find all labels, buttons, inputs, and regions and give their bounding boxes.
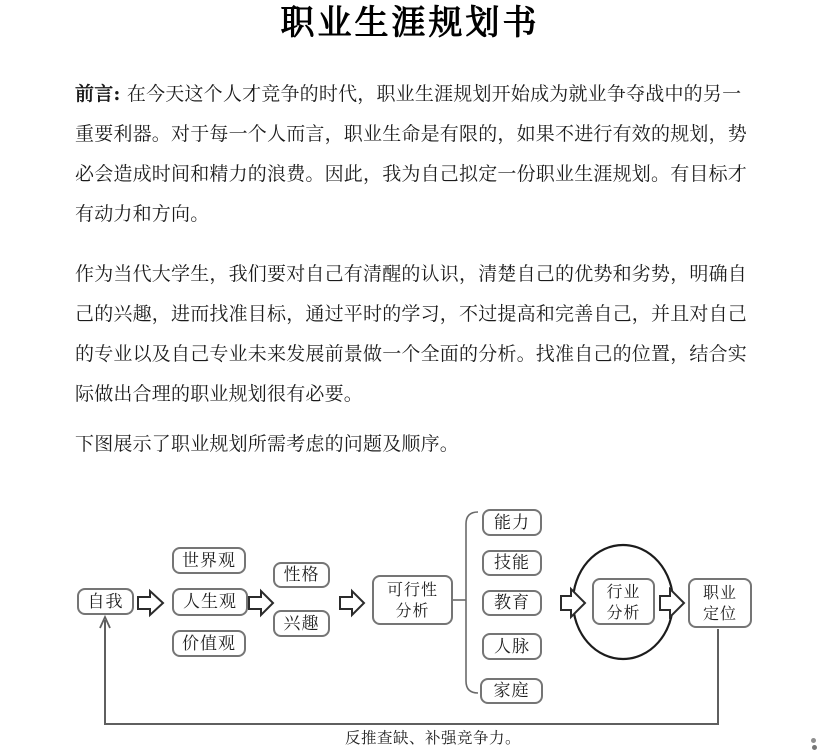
node-career-line1: 职业 — [702, 583, 737, 602]
node-feasibility-line2: 分析 — [395, 601, 430, 620]
feedback-label: 反推查缺、补强竞争力。 — [344, 729, 521, 747]
page-title: 职业生涯规划书 — [280, 3, 540, 43]
block-arrow-icon — [340, 591, 364, 615]
node-industry-line1: 行业 — [606, 581, 641, 601]
node-feasibility-line1: 可行性 — [386, 580, 438, 599]
text-line: 际做出合理的职业规划很有必要。 — [75, 383, 364, 405]
text-line: 的专业以及自己专业未来发展前景做一个全面的分析。找准自己的位置，结合实 — [75, 343, 748, 365]
intro-line-1: 在今天这个人才竞争的时代，职业生涯规划开始成为就业争夺战中的另一 — [126, 83, 742, 105]
node-industry-analysis — [592, 578, 655, 625]
node-personality: 性格 — [273, 562, 330, 588]
paragraph-body — [75, 254, 749, 414]
node-ability: 能力 — [482, 509, 542, 536]
node-values: 价值观 — [172, 630, 246, 657]
block-arrow-icon — [138, 591, 163, 615]
career-planning-flowchart — [0, 496, 820, 756]
node-career-positioning — [688, 578, 752, 628]
node-career-line2: 定位 — [702, 604, 737, 623]
node-family: 家庭 — [480, 678, 543, 704]
edge-artifact — [811, 738, 816, 743]
paragraph-intro — [75, 74, 749, 234]
text-line — [75, 74, 749, 114]
node-skill: 技能 — [482, 550, 542, 576]
text-line: 己的兴趣，进而找准目标，通过平时的学习，不过提高和完善自己，并且对自己 — [75, 303, 748, 325]
node-interest: 兴趣 — [273, 610, 330, 637]
node-industry-line2: 分析 — [606, 602, 641, 622]
text-line: 有动力和方向。 — [75, 203, 210, 225]
text-line: 重要利器。对于每一个人而言，职业生命是有限的，如果不进行有效的规划，势 — [75, 123, 748, 145]
node-education: 教育 — [482, 590, 542, 616]
intro-label: 前言: — [75, 83, 121, 105]
text-line: 必会造成时间和精力的浪费。因此，我为自己拟定一份职业生涯规划。有目标才 — [75, 163, 748, 185]
block-arrow-icon — [660, 589, 684, 617]
block-arrow-icon — [249, 591, 273, 615]
text-line: 下图展示了职业规划所需考虑的问题及顺序。 — [75, 433, 460, 455]
block-arrow-icon — [561, 589, 585, 617]
node-network: 人脉 — [482, 633, 542, 660]
node-life-view: 人生观 — [172, 588, 248, 616]
node-worldview: 世界观 — [172, 547, 246, 574]
node-self: 自我 — [77, 588, 134, 615]
text-line: 作为当代大学生，我们要对自己有清醒的认识，清楚自己的优势和劣势，明确自 — [75, 263, 748, 285]
node-feasibility-analysis — [372, 575, 453, 625]
factors-bracket — [466, 512, 478, 693]
paragraph-caption — [75, 424, 749, 464]
